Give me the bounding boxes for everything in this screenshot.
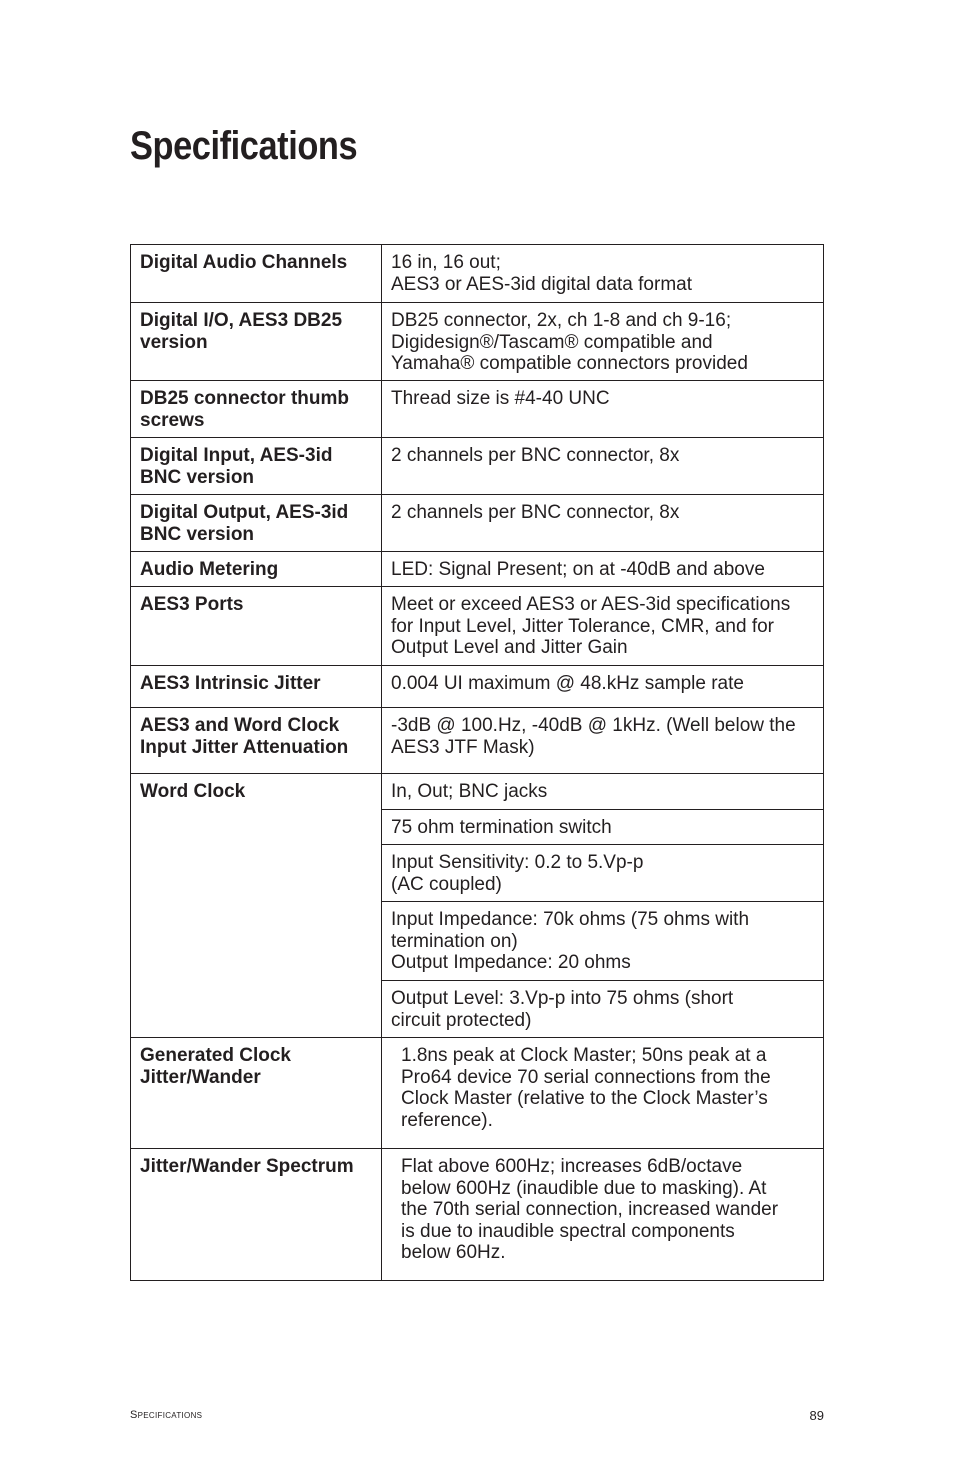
page-title: Specifications [130,124,358,168]
spec-row [131,666,824,708]
spec-value-line: below 600Hz (inaudible due to masking). At [401,1177,767,1199]
spec-value-line: Input Sensitivity: 0.2 to 5.Vp-p [391,852,644,873]
spec-value [382,245,824,303]
spec-value-line: 1.8ns peak at Clock Master; 50ns peak at a [401,1045,767,1066]
spec-value-line: -3dB @ 100.Hz, -40dB @ 1kHz. (Well below the [391,715,796,736]
spec-value-line: Output Impedance: 20 ohms [391,952,631,973]
spec-value [382,587,824,666]
spec-label: AES3 Intrinsic Jitter [131,666,382,708]
spec-value [382,810,824,845]
spec-value-line: below 60Hz. [401,1242,506,1263]
spec-value [382,774,824,810]
spec-row [131,438,824,495]
spec-value-line: 16 in, 16 out; [391,252,501,273]
spec-value [382,303,824,381]
spec-label: Word Clock [131,774,382,1038]
spec-label: AES3 Ports [131,587,382,666]
spec-value-line: Yamaha® compatible connectors provided [391,353,748,374]
spec-row [131,303,824,381]
spec-value [382,495,824,552]
spec-value-line: Output Level and Jitter Gain [391,637,628,658]
spec-row [131,708,824,774]
spec-row [131,245,824,303]
spec-value [382,438,824,495]
spec-value [382,552,824,587]
spec-value-line: AES3 JTF Mask) [391,736,535,758]
spec-value-line: circuit protected) [391,1009,532,1031]
spec-row [131,587,824,666]
spec-value-line: for Input Level, Jitter Tolerance, CMR, and for [391,615,774,637]
spec-label: Audio Metering [131,552,382,587]
spec-value [382,981,824,1038]
spec-value [382,666,824,708]
spec-value [382,902,824,981]
spec-value-line: Clock Master (relative to the Clock Master’s [401,1088,768,1109]
spec-value-line: Meet or exceed AES3 or AES-3id specifications [391,594,791,615]
spec-row [131,495,824,552]
spec-value-line: 2 channels per BNC connector, 8x [391,502,680,523]
spec-value [382,381,824,438]
footer-page-number: 89 [809,1408,824,1423]
spec-row [131,381,824,438]
spec-value [382,708,824,774]
footer-section-name: Specifications [130,1409,203,1421]
specifications-table [130,244,824,1281]
spec-value-line: termination on) [391,930,518,952]
spec-label: Digital Audio Channels [131,245,382,303]
spec-value-line: AES3 or AES-3id digital data format [391,273,692,295]
spec-row [131,774,824,810]
spec-value-line: is due to inaudible spectral components [401,1220,735,1242]
spec-value-line: 0.004 UI maximum @ 48.kHz sample rate [391,673,744,694]
spec-value-line: Input Impedance: 70k ohms (75 ohms with [391,909,750,930]
spec-value-line: Flat above 600Hz; increases 6dB/octave [401,1156,743,1177]
spec-label: Digital Output, AES-3id BNC version [131,495,382,552]
spec-value-line: In, Out; BNC jacks [391,781,548,802]
spec-label: DB25 connector thumb screws [131,381,382,438]
spec-label: Generated Clock Jitter/Wander [131,1038,382,1149]
spec-label: Digital Input, AES-3id BNC version [131,438,382,495]
spec-value-line: (AC coupled) [391,873,502,895]
spec-value-line: 75 ohm termination switch [391,817,612,838]
spec-label: AES3 and Word Clock Input Jitter Attenuation [131,708,382,774]
spec-value [382,1038,824,1149]
spec-row [131,552,824,587]
spec-value [382,1149,824,1281]
spec-value-line: DB25 connector, 2x, ch 1-8 and ch 9-16; [391,310,732,331]
spec-value-line: 2 channels per BNC connector, 8x [391,445,680,466]
spec-label: Digital I/O, AES3 DB25 version [131,303,382,381]
spec-value-line: Output Level: 3.Vp-p into 75 ohms (short [391,988,734,1009]
spec-label: Jitter/Wander Spectrum [131,1149,382,1281]
spec-row [131,1149,824,1281]
spec-value-line: Pro64 device 70 serial connections from the [401,1066,771,1088]
spec-value-line: LED: Signal Present; on at -40dB and above [391,559,765,580]
spec-value-line: reference). [401,1109,493,1131]
spec-row [131,1038,824,1149]
spec-value-line: the 70th serial connection, increased wander [401,1199,779,1220]
spec-value-line: Thread size is #4-40 UNC [391,388,610,409]
spec-value [382,845,824,902]
spec-value-line: Digidesign®/Tascam® compatible and [391,331,713,353]
